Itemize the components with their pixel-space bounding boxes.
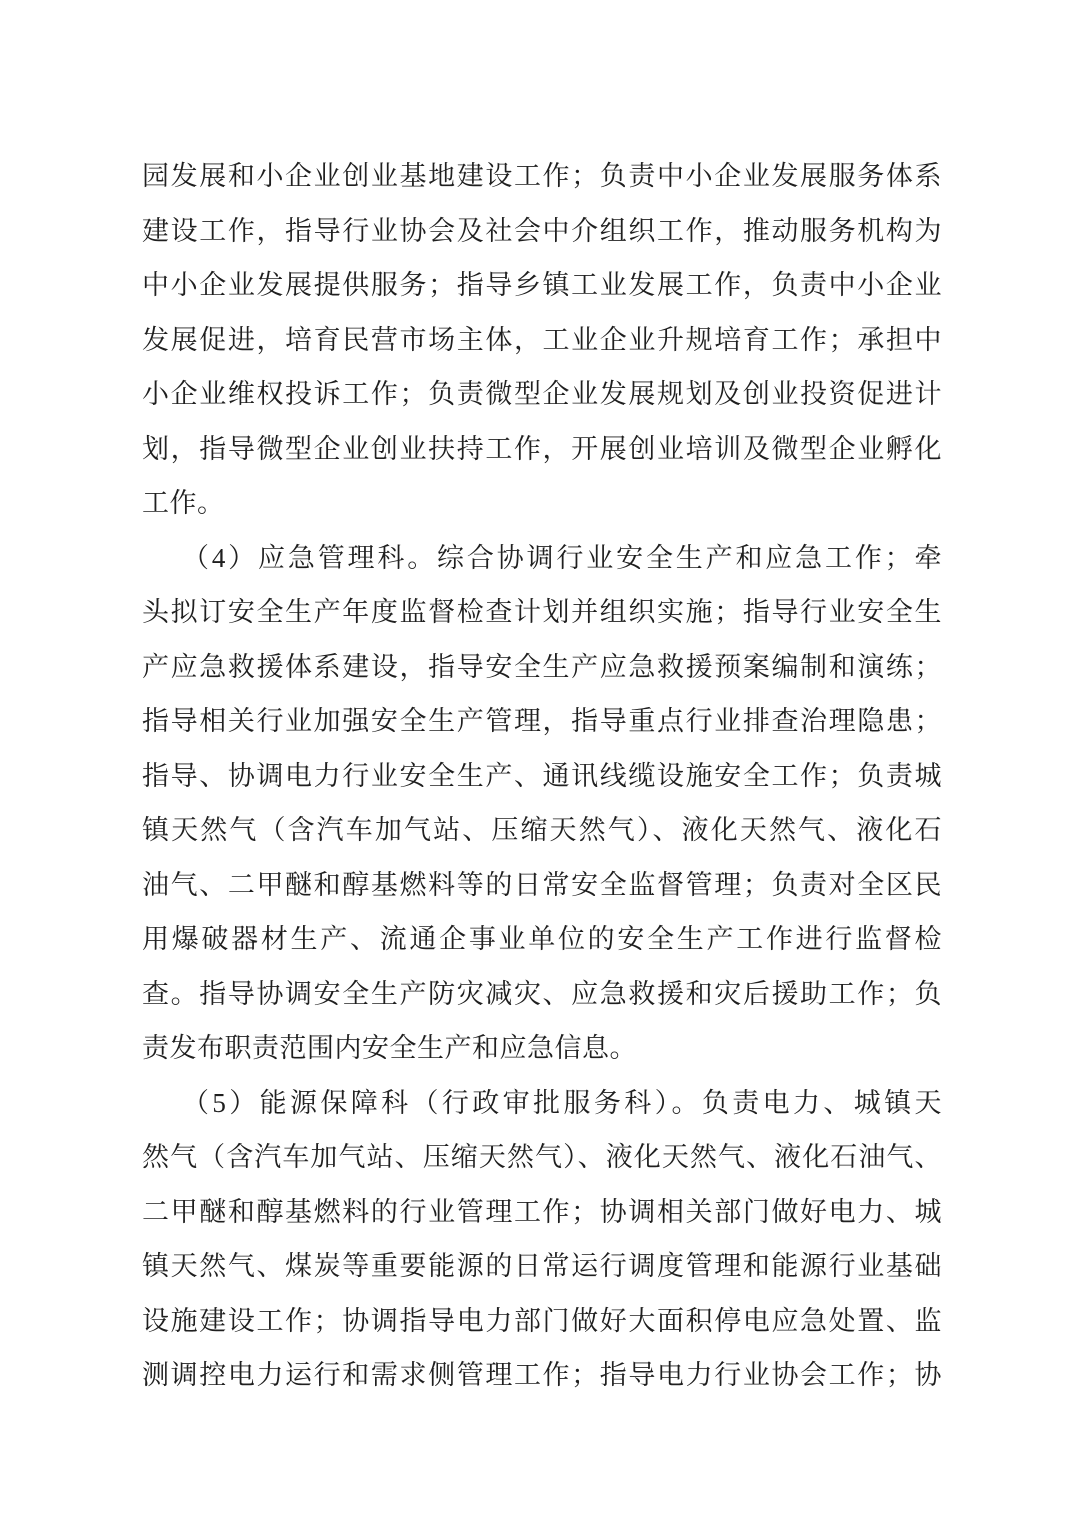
text-line: 镇天然气（含汽车加气站、压缩天然气）、液化天然气、液化石 [142,815,942,845]
text-line: 头拟订安全生产年度监督检查计划并组织实施；指导行业安全生 [142,597,942,627]
text-line: 测调控电力运行和需求侧管理工作；指导电力行业协会工作；协 [142,1360,942,1390]
text-line: 发展促进，培育民营市场主体，工业企业升规培育工作；承担中 [142,324,942,355]
text-line-section-4-start: （4）应急管理科。综合协调行业安全生产和应急工作；牵 [182,542,942,573]
text-line: 然气（含汽车加气站、压缩天然气）、液化天然气、液化石油气、 [142,1142,942,1172]
text-line: 用爆破器材生产、流通企事业单位的安全生产工作进行监督检 [142,924,942,954]
text-line: 中小企业发展提供服务；指导乡镇工业发展工作，负责中小企业 [142,270,942,300]
text-line: 指导、协调电力行业安全生产、通讯线缆设施安全工作；负责城 [142,760,942,791]
text-line: 小企业维权投诉工作；负责微型企业发展规划及创业投资促进计 [142,379,942,409]
text-line: 二甲醚和醇基燃料的行业管理工作；协调相关部门做好电力、城 [142,1196,942,1227]
document-text-block [142,149,942,1403]
text-line: 划，指导微型企业创业扶持工作，开展创业培训及微型企业孵化 [142,433,942,464]
text-line: 产应急救援体系建设，指导安全生产应急救援预案编制和演练； [142,651,942,682]
text-line: 园发展和小企业创业基地建设工作；负责中小企业发展服务体系 [142,161,942,191]
text-line: 设施建设工作；协调指导电力部门做好大面积停电应急处置、监 [142,1305,942,1336]
text-line: 镇天然气、煤炭等重要能源的日常运行调度管理和能源行业基础 [142,1251,942,1281]
text-line: 建设工作，指导行业协会及社会中介组织工作，推动服务机构为 [142,215,942,246]
text-line: 工作。 [142,488,225,518]
text-line-section-5-start: （5）能源保障科（行政审批服务科）。负责电力、城镇天 [182,1087,942,1118]
text-line: 责发布职责范围内安全生产和应急信息。 [142,1033,637,1063]
text-line: 油气、二甲醚和醇基燃料等的日常安全监督管理；负责对全区民 [142,869,942,900]
text-line: 指导相关行业加强安全生产管理，指导重点行业排查治理隐患； [142,706,942,736]
text-line: 查。指导协调安全生产防灾减灾、应急救援和灾后援助工作；负 [142,978,942,1009]
